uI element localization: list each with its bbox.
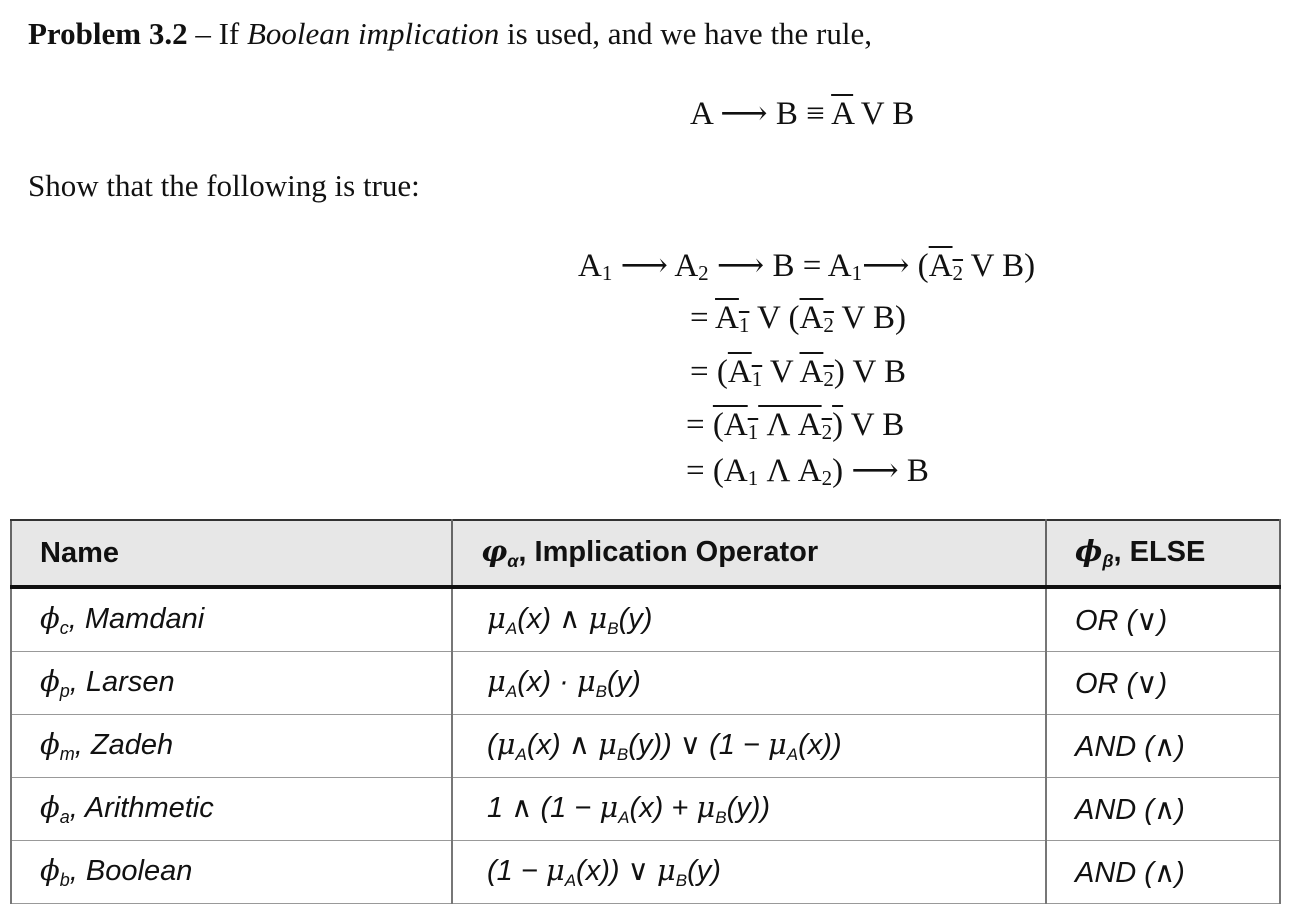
- table-row: [11, 587, 1280, 652]
- row-else-zadeh: AND (∧): [1046, 715, 1280, 778]
- row-else-mamdani: OR (∨): [1046, 587, 1280, 652]
- header-name: Name: [11, 520, 452, 587]
- row-else-boolean: AND (∧): [1046, 841, 1280, 904]
- row-operator-mamdani: $\mu_A(x)$ ∧ $\mu_B(y)$: [452, 587, 1046, 652]
- table-row: [11, 778, 1280, 841]
- header-implication-operator: $\varphi_\alpha$, Implication Operator: [452, 520, 1046, 587]
- show-statement: Show that the following is true:: [28, 168, 420, 203]
- row-name-larsen: $\phi_p$, Larsen: [11, 652, 452, 715]
- derivation-line-2: = A1 V (A2 V B): [690, 300, 907, 337]
- rule-equation: [690, 94, 914, 134]
- problem-emphasis: Boolean implication: [246, 16, 500, 51]
- problem-dash: – If: [187, 16, 247, 51]
- problem-statement: [28, 14, 872, 54]
- row-else-arithmetic: AND (∧): [1046, 778, 1280, 841]
- table-row: [11, 841, 1280, 904]
- implication-operators-table: [10, 519, 1281, 904]
- table-header-row: [11, 520, 1280, 587]
- rule-negated-a: $\overline{A}$: [831, 96, 854, 132]
- row-name-zadeh: $\phi_m$, Zadeh: [11, 715, 452, 778]
- problem-rest: is used, and we have the rule,: [499, 16, 873, 51]
- derivation-line-3: = (A1 V A2) V B: [690, 354, 907, 391]
- row-else-larsen: OR (∨): [1046, 652, 1280, 715]
- derivation-line-4: = (A1 Λ A2) V B: [686, 407, 905, 444]
- header-else: $\phi_\beta$, ELSE: [1046, 520, 1280, 587]
- row-operator-arithmetic: 1 ∧ $(1 - \mu_A(x) + \mu_B(y))$: [452, 778, 1046, 841]
- derivation-line-5: = (A1 Λ A2) ⟶ B: [686, 453, 929, 490]
- row-operator-zadeh: ($\mu_A(x)$ ∧ $\mu_B(y)$) ∨ $(1 - \mu_A(x))$: [452, 715, 1046, 778]
- row-name-mamdani: $\phi_c$, Mamdani: [11, 587, 452, 652]
- problem-label: Problem 3.2: [28, 16, 188, 51]
- table-row: [11, 715, 1280, 778]
- row-operator-boolean: $(1 - \mu_A(x))$ ∨ $\mu_B(y)$: [452, 841, 1046, 904]
- rule-lhs: A ⟶ B ≡: [690, 96, 832, 132]
- row-name-boolean: $\phi_b$, Boolean: [11, 841, 452, 904]
- derivation-line-1: A1 ⟶ A2 ⟶ B = A1⟶ (A2 V B): [578, 248, 1036, 285]
- row-operator-larsen: $\mu_A(x) \cdot \mu_B(y)$: [452, 652, 1046, 715]
- rule-rhs: V B: [853, 96, 915, 132]
- row-name-arithmetic: $\phi_a$, Arithmetic: [11, 778, 452, 841]
- table-row: [11, 652, 1280, 715]
